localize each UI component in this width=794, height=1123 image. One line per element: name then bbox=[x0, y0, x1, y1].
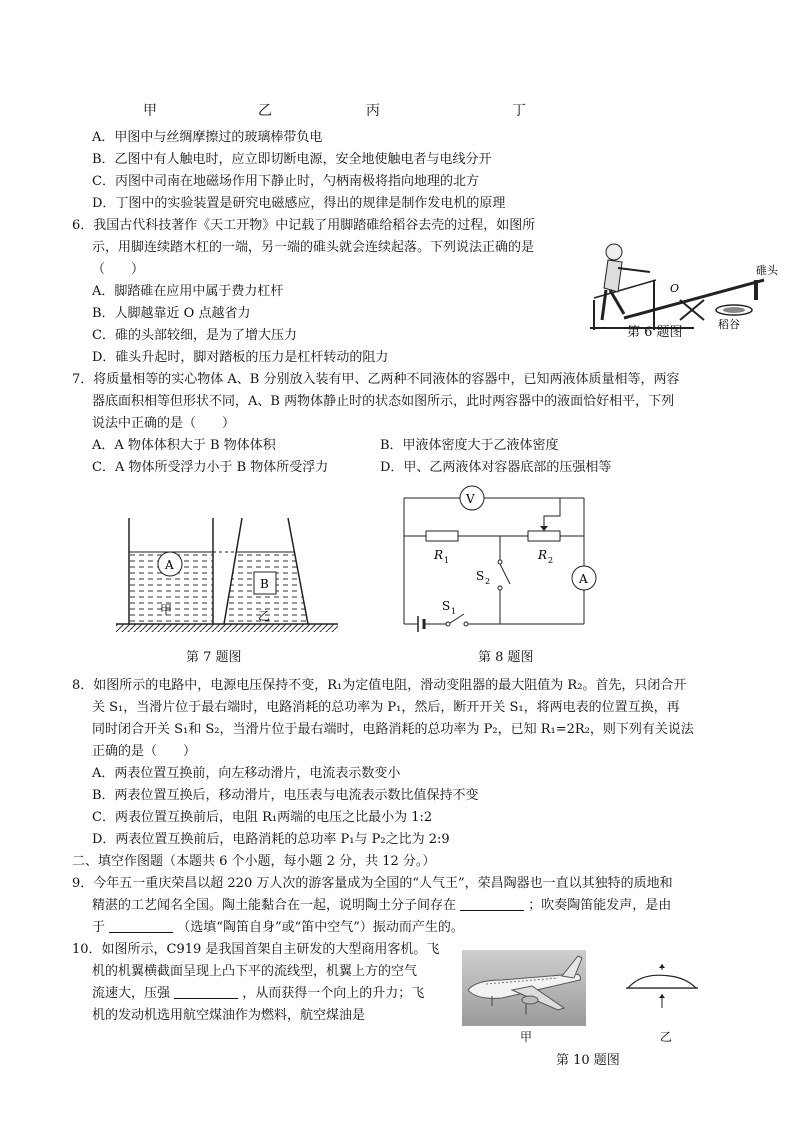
q5-option-b: B．乙图中有人触电时，应立即切断电源，安全地使触电者与电线分开 bbox=[92, 152, 492, 167]
q10-line-4: 机的发动机选用航空煤油作为燃料，航空煤油是 bbox=[92, 1008, 366, 1023]
fig-label-yi: 乙 bbox=[258, 103, 272, 119]
q6-label-grain: 稻谷 bbox=[718, 318, 740, 331]
q8-stem-line-1: 8．如图所示的电路中，电源电压保持不变，R₁为定值电阻，滑动变阻器的最大阻值为 R₂。首先，只闭合开 bbox=[72, 678, 687, 693]
q10-line-3 bbox=[92, 984, 424, 1004]
q10-caption: 第 10 题图 bbox=[556, 1053, 620, 1068]
q7-option-d: D．甲、乙两液体对容器底部的压强相等 bbox=[380, 460, 612, 475]
q8-figure bbox=[396, 484, 606, 636]
q9-blank-2[interactable] bbox=[109, 918, 173, 933]
q7-stem-line-3: 说法中正确的是（ ） bbox=[92, 416, 236, 431]
q9-blank-1[interactable] bbox=[460, 896, 524, 911]
q8-caption: 第 8 题图 bbox=[478, 650, 534, 665]
q8-label-r1: R bbox=[434, 548, 444, 562]
q8-label-s2-sub: 2 bbox=[485, 577, 491, 586]
q10-label-yi: 乙 bbox=[660, 1030, 673, 1044]
q6-option-a: A．脚踏碓在应用中属于费力杠杆 bbox=[92, 284, 284, 299]
fig-label-ding: 丁 bbox=[512, 103, 526, 119]
q10-line-2: 机的机翼横截面呈现上凸下平的流线型，机翼上方的空气 bbox=[92, 964, 418, 979]
fig-label-jia: 甲 bbox=[143, 103, 157, 119]
q8-label-s1: S bbox=[442, 599, 451, 613]
q8-stem-line-4: 正确的是（ ） bbox=[92, 744, 197, 759]
q7-option-c: C．A 物体所受浮力小于 B 物体所受浮力 bbox=[92, 460, 329, 475]
q10-line-1: 10．如图所示，C919 是我国首架自主研发的大型商用客机。飞 bbox=[72, 942, 440, 957]
q6-option-d: D．碓头升起时，脚对踏板的压力是杠杆转动的阻力 bbox=[92, 350, 389, 365]
q10-blank-1[interactable] bbox=[174, 984, 238, 999]
q9-line-3 bbox=[92, 918, 464, 938]
q7-label-yi: 乙 bbox=[258, 609, 271, 623]
q8-label-v: V bbox=[466, 492, 475, 506]
q7-figure bbox=[112, 510, 342, 640]
q6-option-c: C．碓的头部较细，是为了增大压力 bbox=[92, 328, 297, 343]
q7-stem-line-2: 器底面积相等但形状不同，A、B 两物体静止时的状态如图所示，此时两容器中的液面恰好相平，下列 bbox=[92, 394, 675, 409]
section-2-heading: 二、填空作图题（本题共 6 个小题，每小题 2 分，共 12 分。） bbox=[72, 854, 436, 869]
q6-caption: 第 6 题图 bbox=[627, 325, 683, 340]
q6-label-head: 碓头 bbox=[756, 264, 778, 277]
q9-line-3-b: （选填“陶笛自身”或“笛中空气”）振动而产生的。 bbox=[177, 920, 464, 935]
q7-option-b: B．甲液体密度大于乙液体密度 bbox=[380, 438, 559, 453]
q5-option-a: A．甲图中与丝绸摩擦过的玻璃棒带负电 bbox=[92, 130, 323, 145]
q9-line-2-b: ；吹奏陶笛能发声，是由 bbox=[528, 898, 672, 913]
q6-option-b: B．人脚越靠近 O 点越省力 bbox=[92, 306, 251, 321]
q8-option-d: D．两表位置互换前后，电路消耗的总功率 P₁与 P₂之比为 2:9 bbox=[92, 832, 450, 847]
q8-label-s2: S bbox=[476, 569, 485, 583]
q7-label-jia: 甲 bbox=[160, 603, 173, 617]
q10-airplane-photo bbox=[462, 950, 586, 1026]
q10-line-3-b: ，从而获得一个向上的升力；飞 bbox=[242, 986, 425, 1001]
q8-stem-line-2: 关 S₁，当滑片位于最右端时，电路消耗的总功率为 P₁，然后，断开开关 S₁，将两电表的位置互换，再 bbox=[92, 700, 680, 715]
q10-label-jia: 甲 bbox=[520, 1030, 533, 1044]
q7-label-a: A bbox=[165, 558, 174, 572]
q6-label-o: O bbox=[670, 282, 680, 295]
q8-stem-line-3: 同时闭合开关 S₁和 S₂，当滑片位于最右端时，电路消耗的总功率为 P₂，已知 R₁=2R₂，则下列有关说法 bbox=[92, 722, 694, 737]
q8-label-r1-sub: 1 bbox=[444, 556, 450, 565]
fig-label-bing: 丙 bbox=[366, 103, 380, 119]
q6-stem-line-3: （ ） bbox=[92, 262, 145, 277]
q5-option-c: C．丙图中司南在地磁场作用下静止时，勺柄南极将指向地理的北方 bbox=[92, 174, 479, 189]
q7-stem-line-1: 7．将质量相等的实心物体 A、B 分别放入装有甲、乙两种不同液体的容器中，已知两液体质量相等，两容 bbox=[72, 372, 680, 387]
q8-label-r2: R bbox=[538, 548, 548, 562]
q6-stem-line-2: 示，用脚连续踏木杠的一端，另一端的碓头就会连续起落。下列说法正确的是 bbox=[92, 240, 535, 255]
q9-line-2 bbox=[92, 896, 671, 916]
q6-figure bbox=[584, 240, 784, 340]
q8-option-b: B．两表位置互换后，移动滑片，电压表与电流表示数比值保持不变 bbox=[92, 788, 479, 803]
q5-option-d: D．丁图中的实验装置是研究电磁感应，得出的规律是制作发电机的原理 bbox=[92, 196, 506, 211]
q9-line-1: 9．今年五一重庆荣昌以超 220 万人次的游客量成为全国的“人气王”，荣昌陶器也一直以其独特的质地和 bbox=[72, 876, 673, 891]
q7-caption: 第 7 题图 bbox=[186, 650, 242, 665]
q10-line-3-a: 流速大，压强 bbox=[92, 986, 171, 1001]
q8-option-a: A．两表位置互换前，向左移动滑片，电流表示数变小 bbox=[92, 766, 401, 781]
q8-option-c: C．两表位置互换前后，电阻 R₁两端的电压之比最小为 1:2 bbox=[92, 810, 433, 825]
q8-label-a: A bbox=[579, 572, 588, 586]
q9-line-2-a: 精湛的工艺闻名全国。陶土能黏合在一起，说明陶土分子间存在 bbox=[92, 898, 457, 913]
q6-stem-line-1: 6．我国古代科技著作《天工开物》中记载了用脚踏碓给稻谷去壳的过程，如图所 bbox=[72, 218, 536, 233]
q8-label-s1-sub: 1 bbox=[451, 607, 457, 616]
q10-wing-section bbox=[622, 964, 702, 1016]
q7-option-a: A．A 物体体积大于 B 物体体积 bbox=[92, 438, 276, 453]
q9-line-3-a: 于 bbox=[92, 920, 106, 935]
q7-label-b: B bbox=[260, 577, 269, 591]
q8-label-r2-sub: 2 bbox=[548, 556, 554, 565]
